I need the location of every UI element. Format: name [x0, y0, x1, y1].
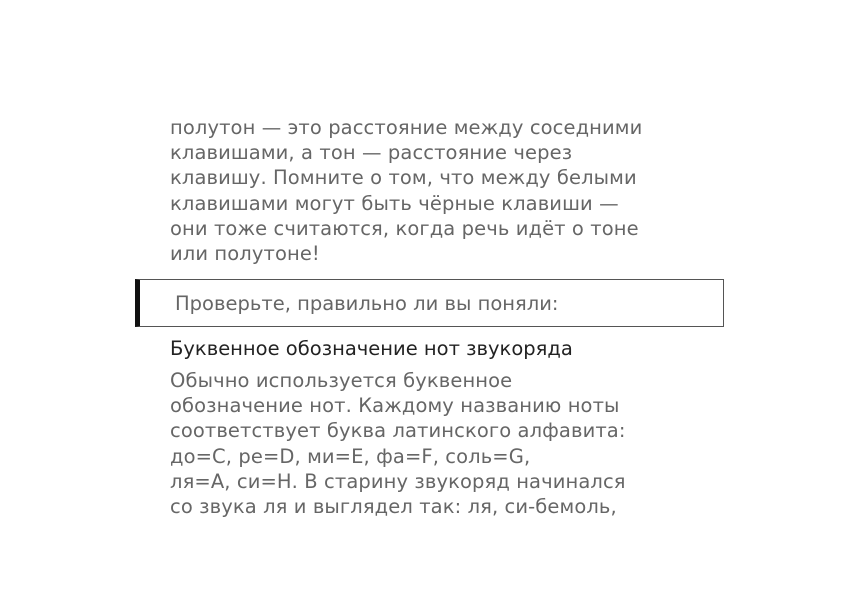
callout-text: Проверьте, правильно ли вы поняли: — [175, 292, 559, 315]
intro-line: или полутоне! — [170, 242, 320, 266]
check-understanding-callout — [135, 279, 724, 327]
intro-line: полутон — это расстояние между соседними — [170, 116, 643, 139]
section-line: со звука ля и выглядел так: ля, си-бемоль, — [170, 495, 617, 519]
section-line: обозначение нот. Каждому названию ноты — [170, 394, 620, 418]
section-line: Обычно используется буквенное — [170, 369, 513, 392]
section-line: ля=А, си=Н. В старину звукоряд начинался — [170, 469, 626, 493]
section-line: соответствует буква латинского алфавита: — [170, 419, 626, 443]
section-paragraph — [170, 368, 730, 519]
intro-line: клавишами могут быть чёрные клавиши — — [170, 191, 619, 215]
intro-line: клавишами, а тон — расстояние через — [170, 141, 573, 165]
intro-paragraph — [170, 115, 730, 266]
intro-line: они тоже считаются, когда речь идёт о тоне — [170, 216, 639, 240]
section-line: до=С, ре=D, ми=Е, фа=F, соль=G, — [170, 444, 531, 468]
section-heading: Буквенное обозначение нот звукоряда — [170, 337, 573, 360]
intro-line: клавишу. Помните о том, что между белыми — [170, 166, 637, 190]
